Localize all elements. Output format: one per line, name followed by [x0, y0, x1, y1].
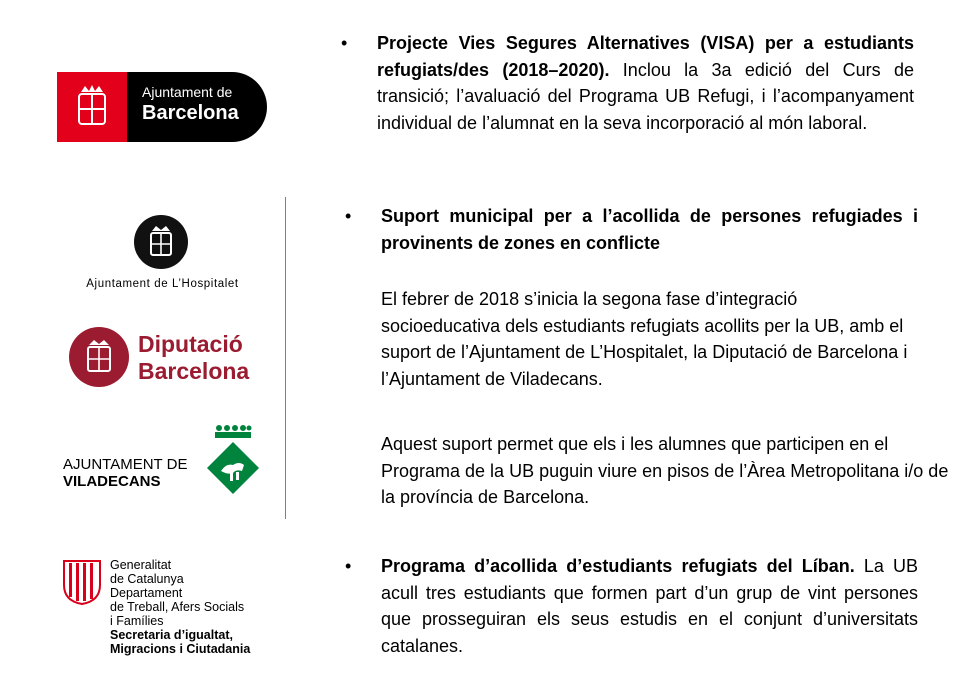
section-liban-title: Programa d’acollida d’estudiants refugiats del Líban.: [381, 556, 855, 576]
section-suport-paragraph-2: Aquest suport permet que els i les alumnes que participen en el Programa de la UB puguin viure en pisos de l’Àrea Metropolitana i/o de la província de Barcelona.: [381, 434, 949, 507]
section-visa-body: Inclou la 3a edició del Curs de transició; l’avaluació del Programa UB Refugi, i l’acompanyament individual de l’alumnat en la seva incorporació al món laboral.: [377, 59, 914, 133]
generalitat-line: de Catalunya: [110, 572, 184, 586]
generalitat-logo-text: [110, 558, 250, 656]
bullet-2: •: [345, 206, 352, 226]
section-suport-title: [381, 203, 918, 256]
diputacio-logo-line2: Barcelona: [138, 358, 250, 384]
section-liban: [381, 553, 918, 659]
generalitat-bold-line: Migracions i Ciutadania: [110, 642, 251, 656]
bullet-1: •: [341, 33, 348, 53]
diputacio-logo-text: [138, 331, 249, 385]
barcelona-logo-line1: Ajuntament de: [142, 84, 233, 100]
hospitalet-logo-text: Ajuntament de L’Hospitalet: [86, 278, 239, 290]
barcelona-logo-line2: Barcelona: [142, 102, 239, 124]
generalitat-line: Departament: [110, 586, 183, 600]
viladecans-shield-icon: [206, 441, 260, 495]
generalitat-bold-line: Secretaria d’igualtat,: [110, 628, 233, 642]
barcelona-shield-icon: [57, 72, 127, 142]
section-visa: [377, 30, 914, 136]
section-suport-heading: Suport municipal per a l’acollida de persones refugiades i provinents de zones en conflicte: [381, 206, 918, 253]
section-liban-body: La UB acull tres estudiants que formen part d’un grup de vint persones que prosseguiran els seus estudis en el conjunt d’universitats catalanes.: [381, 556, 918, 656]
viladecans-logo-text: [63, 456, 187, 490]
vertical-divider: [285, 197, 286, 519]
viladecans-logo-line2: VILADECANS: [63, 473, 161, 490]
barcelona-logo-text: [142, 84, 239, 125]
viladecans-crown-icon: [214, 423, 252, 439]
bullet-3: •: [345, 556, 352, 576]
generalitat-line: i Famílies: [110, 614, 164, 628]
generalitat-flag-icon: [62, 559, 102, 605]
section-visa-title: Projecte Vies Segures Alternatives (VISA) per a estudiants refugiats/des (2018–2020).: [377, 33, 914, 80]
generalitat-line: Generalitat: [110, 558, 172, 572]
section-suport-paragraph-1: El febrer de 2018 s’inicia la segona fase d’integració socioeducativa dels estudiants refugiats acollits per la UB, amb el suport de l’Ajuntament de L’Hospitalet, la Diputació de Barcelona i l’Ajuntament de Viladecans.: [381, 289, 908, 389]
hospitalet-shield-icon: [134, 215, 188, 269]
generalitat-line: de Treball, Afers Socials: [110, 600, 245, 614]
diputacio-logo-line1: Diputació: [138, 331, 243, 357]
viladecans-logo-line1: AJUNTAMENT DE: [63, 456, 188, 473]
diputacio-shield-icon: [69, 327, 129, 387]
